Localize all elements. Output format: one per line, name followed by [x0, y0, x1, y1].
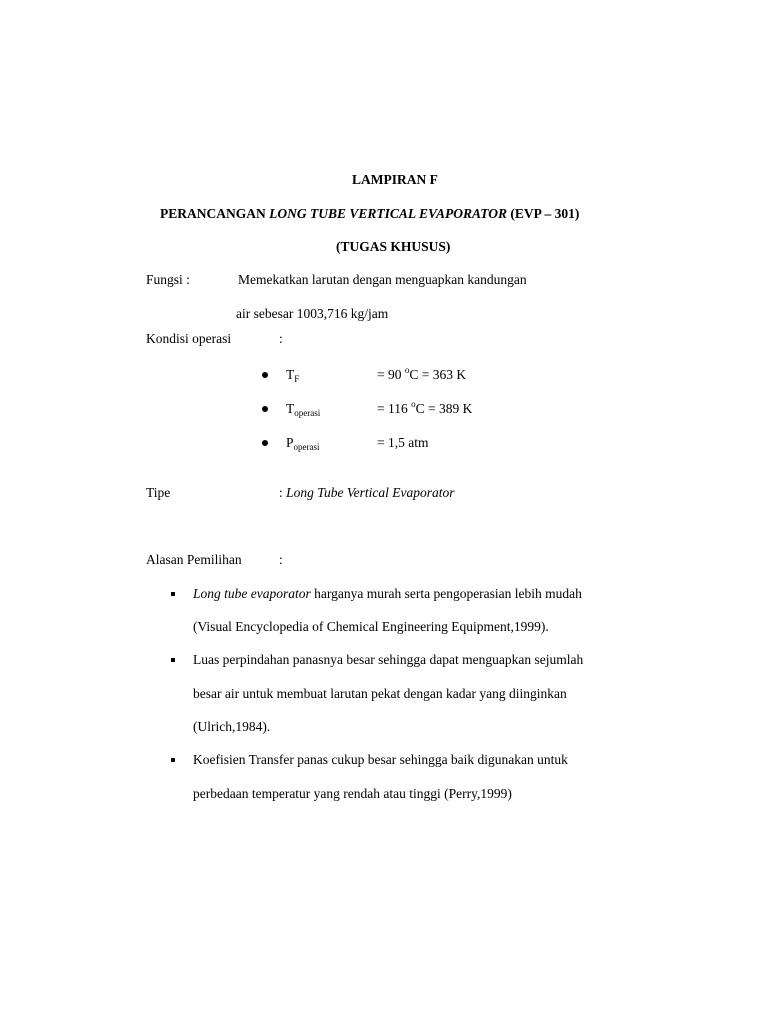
tipe-value: : Long Tube Vertical Evaporator	[279, 485, 455, 500]
bullet-dot-icon	[262, 406, 268, 412]
tipe-label: Tipe	[146, 485, 171, 500]
kondisi-label: Kondisi operasi	[146, 331, 232, 346]
subtitle-tugas: (TUGAS KHUSUS)	[336, 239, 451, 254]
alasan-item-3-line1: Koefisien Transfer panas cukup besar sehingga baik digunakan untuk	[193, 752, 568, 767]
alasan-item-2-line3: (Ulrich,1984).	[193, 719, 271, 734]
bullet-dot-icon	[262, 372, 268, 378]
kondisi-value-toperasi: = 116 $^o$C = 389 K	[377, 399, 473, 416]
fungsi-line1: Memekatkan larutan dengan menguapkan kandungan	[238, 272, 527, 287]
alasan-item-1-line1: Long tube evaporator harganya murah serta pengoperasian lebih mudah	[193, 586, 582, 601]
fungsi-label: Fungsi :	[146, 272, 190, 287]
alasan-colon: :	[279, 552, 283, 567]
document-subtitle	[160, 207, 579, 221]
alasan-item-1-line2: (Visual Encyclopedia of Chemical Engineering Equipment,1999).	[193, 619, 549, 634]
page-title: LAMPIRAN F	[352, 172, 438, 187]
subtitle-prefix: PERANCANGAN	[160, 206, 270, 221]
fungsi-line2: air sebesar 1003,716 kg/jam	[236, 306, 389, 321]
bullet-dot-icon	[262, 440, 268, 446]
kondisi-symbol-toperasi: $T_{operasi}$	[286, 401, 321, 418]
alasan-item-3-line2: perbedaan temperatur yang rendah atau tinggi (Perry,1999)	[193, 786, 512, 801]
kondisi-value-poperasi: = 1,5 atm	[377, 435, 429, 450]
alasan-item-2-line2: besar air untuk membuat larutan pekat dengan kadar yang diinginkan	[193, 686, 567, 701]
bullet-square-icon	[171, 758, 175, 762]
kondisi-value-tf: = 90 $^o$C = 363 K	[377, 365, 467, 382]
kondisi-colon: :	[279, 331, 283, 346]
kondisi-symbol-poperasi: $P_{operasi}$	[286, 435, 320, 452]
alasan-label: Alasan Pemilihan	[146, 552, 242, 567]
subtitle-italic: LONG TUBE VERTICAL EVAPORATOR	[269, 206, 508, 221]
subtitle-suffix: (EVP – 301)	[507, 206, 580, 221]
kondisi-symbol-tf: $T_F$	[286, 367, 300, 384]
bullet-square-icon	[171, 658, 175, 662]
bullet-square-icon	[171, 592, 175, 596]
alasan-item-2-line1: Luas perpindahan panasnya besar sehingga dapat menguapkan sejumlah	[193, 652, 584, 667]
